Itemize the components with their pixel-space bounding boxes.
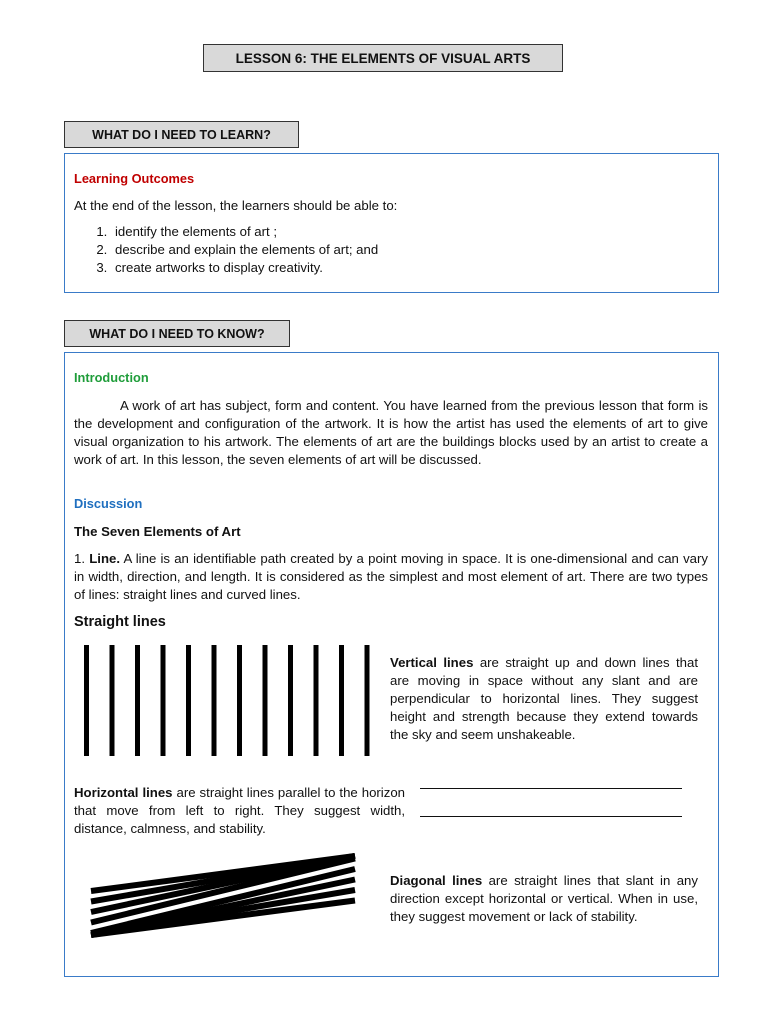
discussion-heading: Discussion	[74, 496, 143, 511]
vertical-line	[263, 645, 268, 756]
vertical-line	[212, 645, 217, 756]
vertical-line	[365, 645, 370, 756]
vertical-line	[84, 645, 89, 756]
diagonal-lines-paragraph	[390, 872, 698, 926]
lesson-title-text: LESSON 6: THE ELEMENTS OF VISUAL ARTS	[235, 50, 531, 66]
lesson-title	[203, 44, 563, 72]
horizontal-lines-paragraph	[74, 784, 405, 838]
diagonal-lines-text: are straight lines that slant in any direction except horizontal or vertical. When in use, they suggest movement or lack of stability.	[390, 873, 698, 924]
horizontal-lines-text: are straight lines parallel to the horizon that move from left to right. They suggest width, distance, calmness, and stability.	[74, 785, 405, 836]
line-text: A line is an identifiable path created by a point moving in space. It is one-dimensional and can vary in width, direction, and length. It is considered as the simplest and most element of art. There are two types of lines: straight lines and curved lines.	[74, 551, 708, 602]
horizontal-lines-term: Horizontal lines	[74, 785, 173, 800]
line-number: 1.	[74, 551, 90, 566]
learning-outcomes-list	[65, 223, 685, 277]
learning-outcomes-panel	[64, 153, 719, 293]
horizontal-line	[420, 788, 682, 789]
outcome-item: 2. describe and explain the elements of art; and	[111, 241, 685, 259]
learn-section-label-text: WHAT DO I NEED TO LEARN?	[92, 127, 271, 142]
outcome-item: 1. identify the elements of art ;	[111, 223, 685, 241]
vertical-line	[110, 645, 115, 756]
vertical-lines-text: are straight up and down lines that are moving in space without any slant and are perpendicular to horizontal lines. They suggest height and strength because they extend towards the sky and seem unshakeable.	[390, 655, 698, 742]
learning-outcomes-heading: Learning Outcomes	[74, 171, 195, 186]
introduction-heading: Introduction	[74, 370, 149, 385]
know-section-label-text: WHAT DO I NEED TO KNOW?	[89, 326, 265, 341]
know-section-label	[64, 320, 290, 347]
vertical-lines-term: Vertical lines	[390, 655, 474, 670]
introduction-paragraph: A work of art has subject, form and content. You have learned from the previous lesson that form is the development and configuration of the artwork. It is how the artist has used the elements of art to give visual organization to his artwork. The elements of art are the buildings blocks used by an artist to create a work of art. In this lesson, the seven elements of art will be discussed.	[74, 398, 708, 467]
vertical-line	[186, 645, 191, 756]
vertical-lines-illustration	[81, 645, 371, 757]
vertical-line	[314, 645, 319, 756]
diagonal-lines-illustration	[87, 853, 367, 938]
vertical-line	[237, 645, 242, 756]
outcome-item: 3. create artworks to display creativity.	[111, 259, 685, 277]
vertical-line	[135, 645, 140, 756]
know-panel	[64, 352, 719, 977]
vertical-line	[339, 645, 344, 756]
straight-lines-heading: Straight lines	[74, 614, 166, 630]
vertical-lines-paragraph	[390, 654, 698, 744]
vertical-line	[161, 645, 166, 756]
seven-elements-heading: The Seven Elements of Art	[74, 524, 241, 539]
diagonal-lines-term: Diagonal lines	[390, 873, 483, 888]
learning-outcomes-intro: At the end of the lesson, the learners should be able to:	[74, 198, 398, 213]
learn-section-label	[64, 121, 299, 148]
line-term: Line.	[89, 551, 120, 566]
line-paragraph	[74, 550, 708, 604]
horizontal-line	[420, 816, 682, 817]
vertical-line	[288, 645, 293, 756]
